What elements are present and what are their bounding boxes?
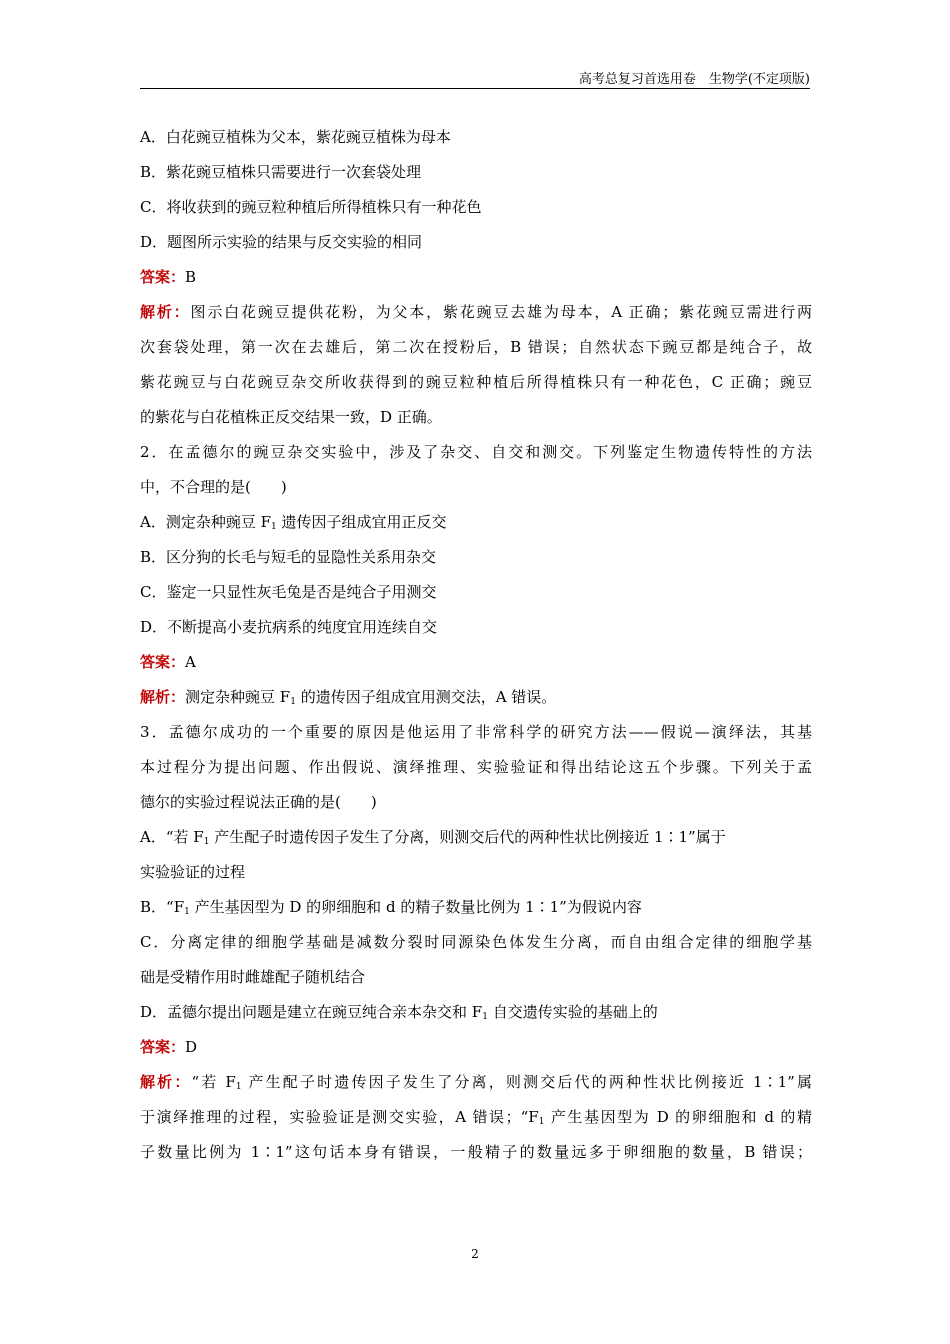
analysis-label: 解析： <box>140 688 186 706</box>
q2-option-d: D．不断提高小麦抗病系的纯度宜用连续自交 <box>140 618 438 636</box>
q2-analysis: 解析：测定杂种豌豆 $F_1$ 的遗传因子组成宜用测交法，A 错误。 <box>140 688 557 707</box>
q3-stem-line-1: 3．孟德尔成功的一个重要的原因是他运用了非常科学的研究方法——假说—演绎法，其基 <box>140 723 812 741</box>
answer-value: A <box>185 653 196 671</box>
q3-analysis-line-3: 子数量比例为 1∶1”这句话本身有错误，一般精子的数量远多于卵细胞的数量，B 错误； <box>140 1143 812 1161</box>
q1-analysis-line-3: 紫花豌豆与白花豌豆杂交所收获得到的豌豆粒种植后所得植株只有一种花色，C 正确；豌豆 <box>140 373 812 391</box>
page-number: 2 <box>471 1247 479 1261</box>
q2-option-b: B．区分狗的长毛与短毛的显隐性关系用杂交 <box>140 548 437 566</box>
q3-analysis-line-2: 于演绎推理的过程，实验验证是测交实验，A 错误；“$F_1$ 产生基因型为 D 的卵细胞和 d 的精 <box>140 1108 812 1127</box>
header-title: 高考总复习首选用卷 生物学(不定项版) <box>578 72 810 87</box>
document-body <box>140 120 812 1170</box>
q3-stem-line-2: 本过程分为提出问题、作出假说、演绎推理、实验验证和得出结论这五个步骤。下列关于孟 <box>140 758 812 776</box>
q3-option-a-line-1: A．“若 $F_1$ 产生配子时遗传因子发生了分离，则测交后代的两种性状比例接近 1∶1”属于 <box>140 828 726 847</box>
q2-answer <box>140 645 812 680</box>
q1-analysis-line-2: 次套袋处理，第一次在去雄后，第二次在授粉后，B 错误；自然状态下豌豆都是纯合子，故 <box>140 338 812 356</box>
q1-option-b: B．紫花豌豆植株只需要进行一次套袋处理 <box>140 163 422 181</box>
analysis-label: 解析： <box>140 1073 192 1091</box>
answer-value: B <box>185 268 197 286</box>
q3-stem-line-3: 德尔的实验过程说法正确的是( ) <box>140 793 377 811</box>
page-header <box>140 64 810 89</box>
answer-label: 答案： <box>140 653 186 671</box>
answer-label: 答案： <box>140 268 186 286</box>
q1-option-a: A．白花豌豆植株为父本，紫花豌豆植株为母本 <box>140 128 451 146</box>
q3-answer <box>140 1030 812 1065</box>
q2-stem-line-1: 2．在孟德尔的豌豆杂交实验中，涉及了杂交、自交和测交。下列鉴定生物遗传特性的方法 <box>140 443 812 461</box>
answer-label: 答案： <box>140 1038 186 1056</box>
q3-option-c-line-2: 础是受精作用时雌雄配子随机结合 <box>140 968 366 986</box>
q1-analysis-line-4: 的紫花与白花植株正反交结果一致，D 正确。 <box>140 408 442 426</box>
q1-analysis-line-1: 解析：图示白花豌豆提供花粉，为父本，紫花豌豆去雄为母本，A 正确；紫花豌豆需进行两 <box>140 303 812 321</box>
q2-option-c: C．鉴定一只显性灰毛兔是否是纯合子用测交 <box>140 583 437 601</box>
q3-option-c-line-1: C．分离定律的细胞学基础是减数分裂时同源染色体发生分离，而自由组合定律的细胞学基 <box>140 933 812 951</box>
answer-value: D <box>185 1038 198 1056</box>
q3-option-b: B．“$F_1$ 产生基因型为 D 的卵细胞和 d 的精子数量比例为 1∶1”为假说内容 <box>140 898 642 917</box>
q1-option-c: C．将收获到的豌豆粒种植后所得植株只有一种花色 <box>140 198 482 216</box>
q1-answer <box>140 260 812 295</box>
q1-option-d: D．题图所示实验的结果与反交实验的相同 <box>140 233 423 251</box>
q3-option-a-line-2: 实验验证的过程 <box>140 863 246 881</box>
q3-analysis-line-1: 解析：“若 $F_1$ 产生配子时遗传因子发生了分离，则测交后代的两种性状比例接近 1∶1”属 <box>140 1073 812 1092</box>
q2-stem-line-2: 中，不合理的是( ) <box>140 478 287 496</box>
q3-option-d: D．孟德尔提出问题是建立在豌豆纯合亲本杂交和 $F_1$ 自交遗传实验的基础上的 <box>140 1003 658 1022</box>
q2-option-a: A．测定杂种豌豆 $F_1$ 遗传因子组成宜用正反交 <box>140 513 447 532</box>
analysis-label: 解析： <box>140 303 191 321</box>
